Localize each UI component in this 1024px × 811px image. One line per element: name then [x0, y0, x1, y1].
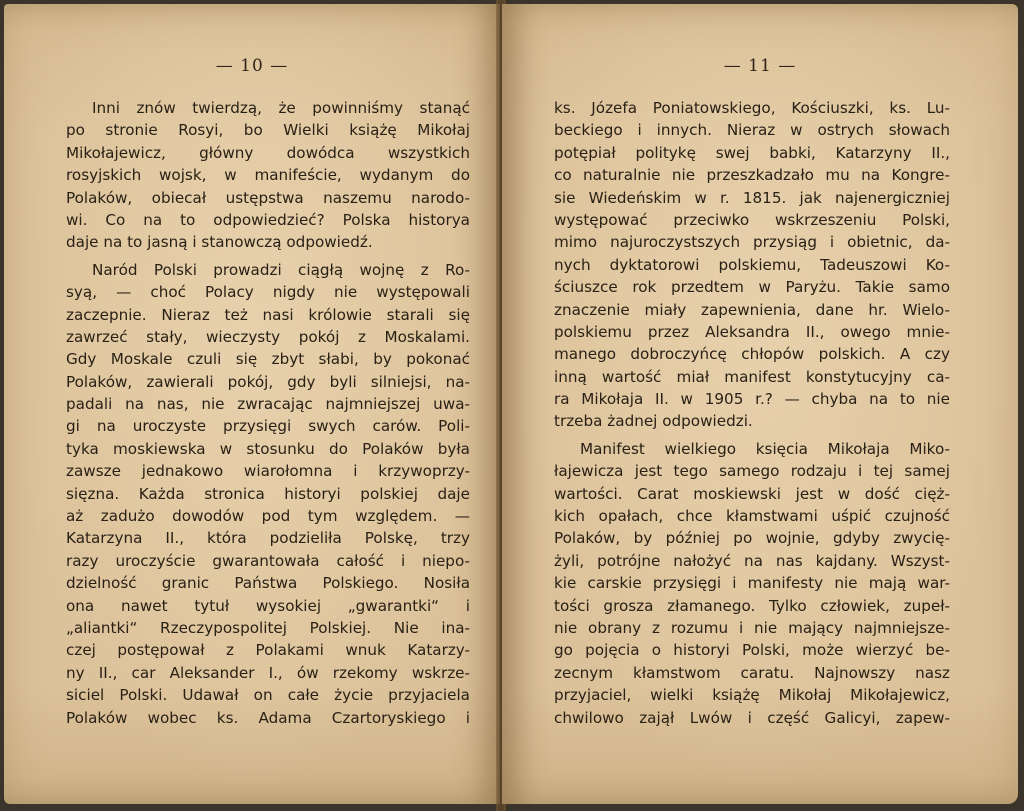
text-line: zecnym kłamstwom caratu. Najnowszy nasz	[554, 663, 950, 682]
text-line: sięzna. Każda stronica historyi polskiej daje	[66, 484, 470, 503]
text-line: Inni znów twierdzą, że powinniśmy stanąć	[92, 99, 470, 117]
text-line: manego dobroczyńcę chłopów polskich. A czy	[554, 345, 950, 364]
text-line: mimo najuroczystszych przysiąg i obietnic, da-	[554, 233, 950, 252]
text-line: dzielność granic Państwa Polskiego. Nosiła	[66, 574, 470, 593]
text-line: przyjaciel, wielki książę Mikołaj Mikołajewicz,	[554, 686, 950, 705]
text-line: ona nawet tytuł wysokiej „gwarantki“ i	[66, 596, 470, 615]
text-line: Naród Polski prowadzi ciągłą wojnę z Ro-	[92, 260, 470, 279]
text-line: łajewicza jest tego samego rodzaju i tej samej	[554, 462, 950, 481]
text-line: Manifest wielkiego księcia Mikołaja Miko-	[580, 439, 950, 458]
text-line: Gdy Moskale czuli się zbyt słabi, by pokonać	[66, 350, 470, 369]
text-line: sie Wiedeńskim w r. 1815. jak najenergiczniej	[554, 188, 950, 207]
text-line: występować przeciwko wskrzeszeniu Polski,	[554, 210, 950, 229]
text-line: wi. Co na to odpowiedzieć? Polska historya	[66, 210, 470, 229]
text-line: razy uroczyście gwarantowała całość i niepo-	[66, 551, 470, 570]
text-line: tości grosza złamanego. Tylko człowiek, zupeł-	[554, 596, 950, 615]
text-line: go pojęcia o historyi Polski, może wierzyć be-	[554, 641, 950, 660]
text-line: kie carskie przysięgi i manifesty nie mają war-	[554, 574, 950, 593]
text-line: ks. Józefa Poniatowskiego, Kościuszki, ks. Lu-	[554, 99, 950, 117]
left-page	[4, 4, 500, 804]
page-number: — 10 —	[215, 56, 289, 76]
text-line: gi na uroczyste przysięgi swych carów. Poli-	[66, 417, 470, 436]
right-page	[502, 4, 1018, 804]
text-line: beckiego i innych. Nieraz w ostrych słowach	[554, 121, 950, 140]
text-line: trzeba żadnej odpowiedzi.	[554, 412, 753, 431]
text-line: inną wartość miał manifest konstytucyjny ca-	[554, 367, 950, 386]
text-line: Polaków, by później po wojnie, gdyby zwycię-	[554, 529, 950, 548]
page-text	[66, 97, 470, 729]
text-line: co naturalnie nie przeszkadzało mu na Kongre-	[554, 166, 950, 185]
text-line: zawsze jednakowo wiarołomna i krzywoprzy-	[66, 462, 470, 481]
text-line: tyka moskiewska w stosunku do Polaków była	[66, 439, 470, 458]
text-line: chwilowo zajął Lwów i część Galicyi, zapew-	[554, 708, 950, 727]
text-line: Polaków wobec ks. Adama Czartoryskiego i	[66, 708, 470, 727]
text-line: nie obrany z rozumu i nie mający najmniejsze-	[554, 618, 950, 637]
text-line: potępiał politykę swej babki, Katarzyny II.,	[554, 143, 950, 162]
text-line: syą, — choć Polacy nigdy nie występowali	[66, 283, 470, 302]
page-text	[554, 97, 950, 729]
text-line: ściuszce rok przedtem w Paryżu. Takie samo	[554, 278, 950, 297]
text-line: Polaków, zawierali pokój, gdy byli silniejsi, na-	[66, 372, 470, 391]
text-line: aż zadużo dowodów pod tym względem. —	[66, 507, 470, 526]
text-line: nych dyktatorowi polskiemu, Tadeuszowi Ko-	[554, 255, 950, 274]
text-line: zaczepnie. Nieraz też nasi królowie starali się	[66, 305, 470, 324]
text-line: padali na nas, nie zwracając najmniejszej uwa-	[66, 395, 470, 414]
text-line: daje na to jasną i stanowczą odpowiedź.	[66, 233, 373, 252]
text-line: zawrzeć stały, wieczysty pokój z Moskalami.	[66, 327, 470, 346]
text-line: Katarzyna II., która podzieliła Polskę, trzy	[66, 529, 470, 548]
text-line: ra Mikołaja II. w 1905 r.? — chyba na to nie	[554, 390, 950, 409]
text-line: rosyjskich wojsk, w manifeście, wydanym do	[66, 166, 470, 185]
text-line: znaczenie miały zapewnienia, dane hr. Wielo-	[554, 300, 950, 319]
text-line: polskiemu przez Aleksandra II., owego mnie-	[554, 322, 950, 341]
text-line: Mikołajewicz, główny dowódca wszystkich	[66, 143, 470, 162]
text-line: wartości. Carat moskiewski jest w dość cięż-	[554, 484, 950, 503]
text-line: „aliantki“ Rzeczypospolitej Polskiej. Nie ina-	[66, 618, 470, 637]
text-line: żyli, potrójne nałożyć na nas kajdany. Wszyst-	[554, 551, 950, 570]
text-line: czej postępował z Polakami wnuk Katarzy-	[66, 641, 470, 660]
text-line: siciel Polski. Udawał on całe życie przyjaciela	[66, 686, 470, 705]
text-line: po stronie Rosyi, bo Wielki książę Mikołaj	[66, 121, 470, 140]
text-line: kich opałach, chce kłamstwami uśpić czujność	[554, 507, 950, 526]
page-number: — 11 —	[723, 56, 797, 76]
text-line: Polaków, obiecał ustępstwa naszemu narodo-	[66, 188, 470, 207]
text-line: ny II., car Aleksander I., ów rzekomy wskrze-	[66, 663, 470, 682]
